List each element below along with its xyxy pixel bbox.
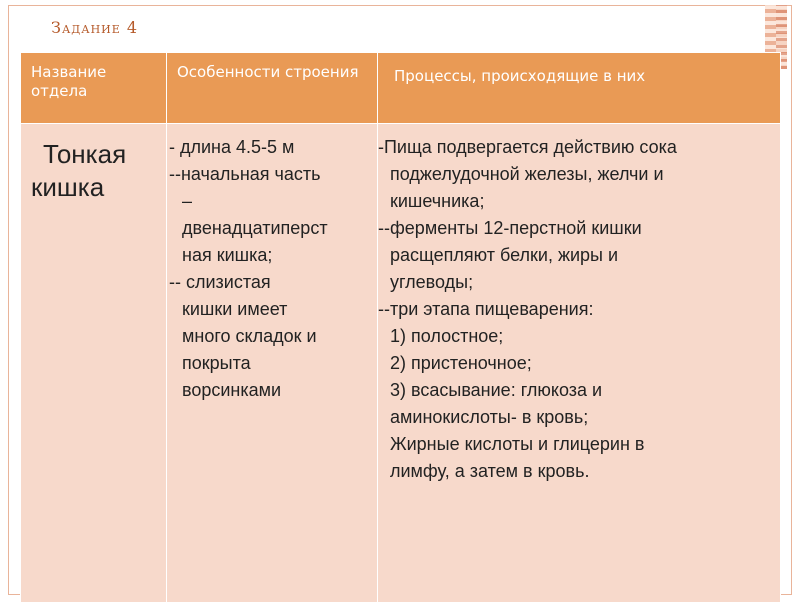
list-item <box>169 269 373 404</box>
header-label: Название отдела <box>31 63 107 100</box>
list-item-continuation: ная кишка; <box>182 245 273 265</box>
list-item <box>378 215 774 296</box>
header-cell-department <box>21 53 167 124</box>
list-item-continuation: углеводы; <box>390 272 474 292</box>
list-item-text: -Пища подвергается действию сока <box>378 137 677 157</box>
department-name-line: Тонкая <box>43 139 127 169</box>
header-label: Особенности строения <box>177 63 359 81</box>
header-cell-processes <box>378 53 781 124</box>
list-item-text: --ферменты 12-перстной кишки <box>378 218 642 238</box>
list-item-continuation: 3) всасывание: глюкоза и <box>390 380 603 400</box>
list-item <box>169 134 373 161</box>
list-item-continuation: кишечника; <box>390 191 485 211</box>
digestion-table <box>20 52 781 603</box>
list-item-text: --три этапа пищеварения: <box>378 299 594 319</box>
list-item-continuation: ворсинками <box>182 380 282 400</box>
list-item-text: -- слизистая <box>169 272 271 292</box>
list-item <box>378 296 774 485</box>
header-cell-features <box>167 53 378 124</box>
list-item-text: --начальная часть <box>169 164 321 184</box>
list-item-continuation: аминокислоты- в кровь; <box>390 407 589 427</box>
list-item-continuation: расщепляют белки, жиры и <box>390 245 619 265</box>
processes-list <box>378 124 780 485</box>
department-cell <box>21 124 167 603</box>
list-item-continuation: поджелудочной железы, желчи и <box>390 164 664 184</box>
list-item <box>169 161 373 269</box>
header-label: Процессы, происходящие в них <box>394 67 646 85</box>
list-item-continuation: 1) полостное; <box>390 326 504 346</box>
list-item-continuation: лимфу, а затем в кровь. <box>390 461 590 481</box>
list-item-continuation: много складок и <box>182 326 317 346</box>
list-item-continuation: двенадцатиперст <box>182 218 328 238</box>
list-item-text: - длина 4.5-5 м <box>169 137 295 157</box>
list-item-continuation: 2) пристеночное; <box>390 353 532 373</box>
list-item-continuation: кишки имеет <box>182 299 288 319</box>
list-item <box>378 134 774 215</box>
features-cell <box>167 124 378 603</box>
list-item-continuation: Жирные кислоты и глицерин в <box>390 434 645 454</box>
table-header-row <box>21 53 781 124</box>
slide-title: Задание 4 <box>51 18 139 37</box>
list-item-continuation: покрыта <box>182 353 251 373</box>
table-row <box>21 124 781 603</box>
department-name <box>21 124 166 204</box>
department-name-line: кишка <box>31 172 105 202</box>
features-list <box>167 124 377 404</box>
list-item-continuation: – <box>182 191 193 211</box>
processes-cell <box>378 124 781 603</box>
